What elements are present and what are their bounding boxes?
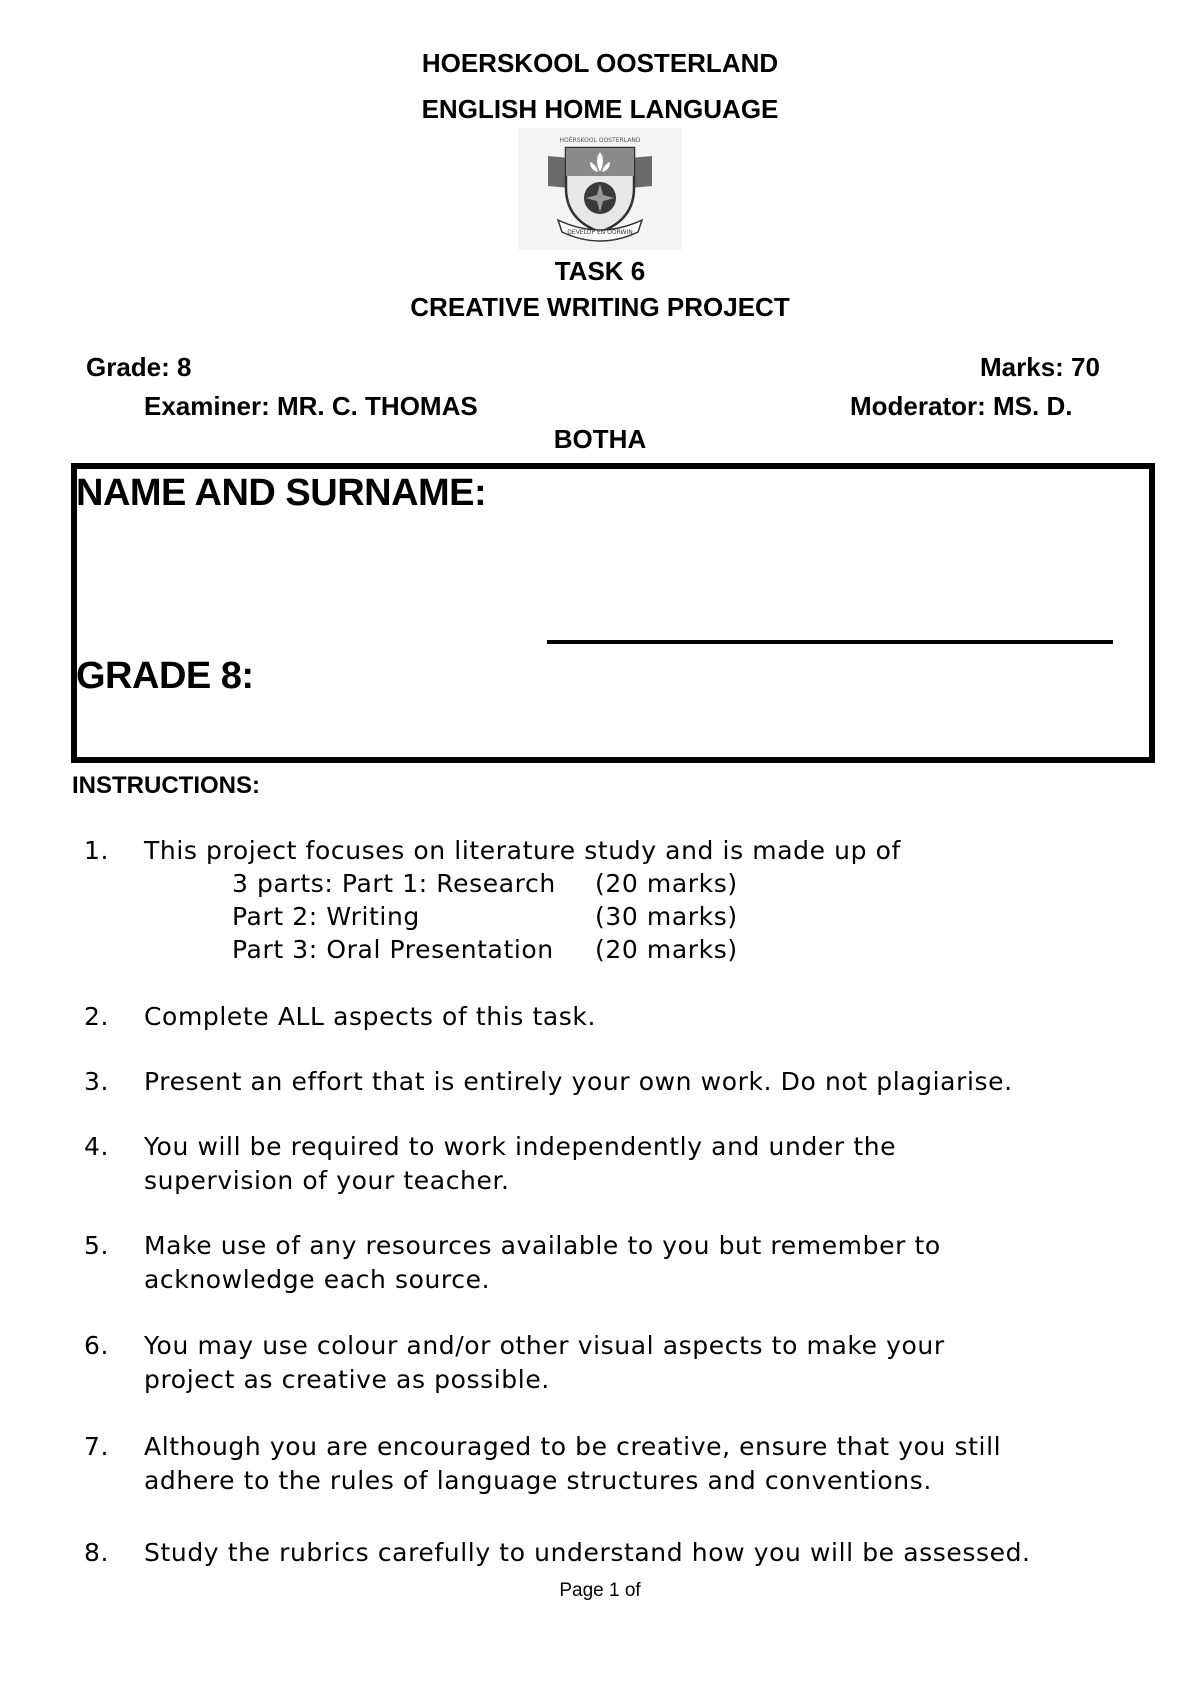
part-marks: (30 marks)	[595, 902, 738, 931]
page-number: Page 1 of	[559, 1580, 641, 1601]
project-title: CREATIVE WRITING PROJECT	[410, 292, 790, 322]
instruction-text: Present an effort that is entirely your own work. Do not plagiarise.	[144, 1067, 1013, 1096]
instruction-number: 7.	[84, 1432, 110, 1461]
name-surname-label: NAME AND SURNAME:	[76, 472, 487, 514]
school-name: HOERSKOOL OOSTERLAND	[421, 48, 779, 78]
instruction-number: 3.	[84, 1067, 110, 1096]
grade-class-label: GRADE 8:	[76, 655, 254, 697]
task-number: TASK 6	[554, 256, 646, 286]
instruction-text: You may use colour and/or other visual aspects to make your	[144, 1331, 945, 1360]
instruction-number: 5.	[84, 1231, 110, 1260]
instruction-text: Complete ALL aspects of this task.	[144, 1002, 597, 1031]
instructions-heading: INSTRUCTIONS:	[72, 772, 260, 799]
instruction-text: You will be required to work independently and under the	[144, 1132, 897, 1161]
svg-text:DEVELOP EN OORWIN: DEVELOP EN OORWIN	[567, 229, 633, 236]
instruction-text: Study the rubrics carefully to understand how you will be assessed.	[144, 1538, 1031, 1567]
instruction-number: 6.	[84, 1331, 110, 1360]
moderator-name-continued: BOTHA	[553, 424, 647, 454]
subject-title: ENGLISH HOME LANGUAGE	[421, 94, 779, 124]
instruction-number: 4.	[84, 1132, 110, 1161]
school-crest-logo	[518, 128, 682, 250]
part-label: Part 3: Oral Presentation	[232, 935, 554, 964]
instruction-text: This project focuses on literature study and is made up of	[144, 836, 901, 865]
part-marks: (20 marks)	[595, 935, 738, 964]
instruction-text: adhere to the rules of language structures and conventions.	[144, 1466, 932, 1495]
instruction-text: Make use of any resources available to you but remember to	[144, 1231, 941, 1260]
instruction-number: 1.	[84, 836, 110, 865]
name-write-line[interactable]	[547, 640, 1113, 644]
instruction-text: project as creative as possible.	[144, 1365, 550, 1394]
part-label: 3 parts: Part 1: Research	[232, 869, 556, 898]
part-marks: (20 marks)	[595, 869, 738, 898]
instruction-text: supervision of your teacher.	[144, 1166, 510, 1195]
marks-label: Marks: 70	[980, 352, 1100, 382]
instruction-text: Although you are encouraged to be creative, ensure that you still	[144, 1432, 1002, 1461]
examiner-label: Examiner: MR. C. THOMAS	[144, 391, 478, 421]
grade-label: Grade: 8	[86, 352, 192, 382]
part-label: Part 2: Writing	[232, 902, 420, 931]
svg-text:HOËRSKOOL OOSTERLAND: HOËRSKOOL OOSTERLAND	[559, 137, 641, 144]
instruction-number: 8.	[84, 1538, 110, 1567]
moderator-label: Moderator: MS. D.	[850, 391, 1073, 421]
instruction-text: acknowledge each source.	[144, 1265, 491, 1294]
instruction-number: 2.	[84, 1002, 110, 1031]
